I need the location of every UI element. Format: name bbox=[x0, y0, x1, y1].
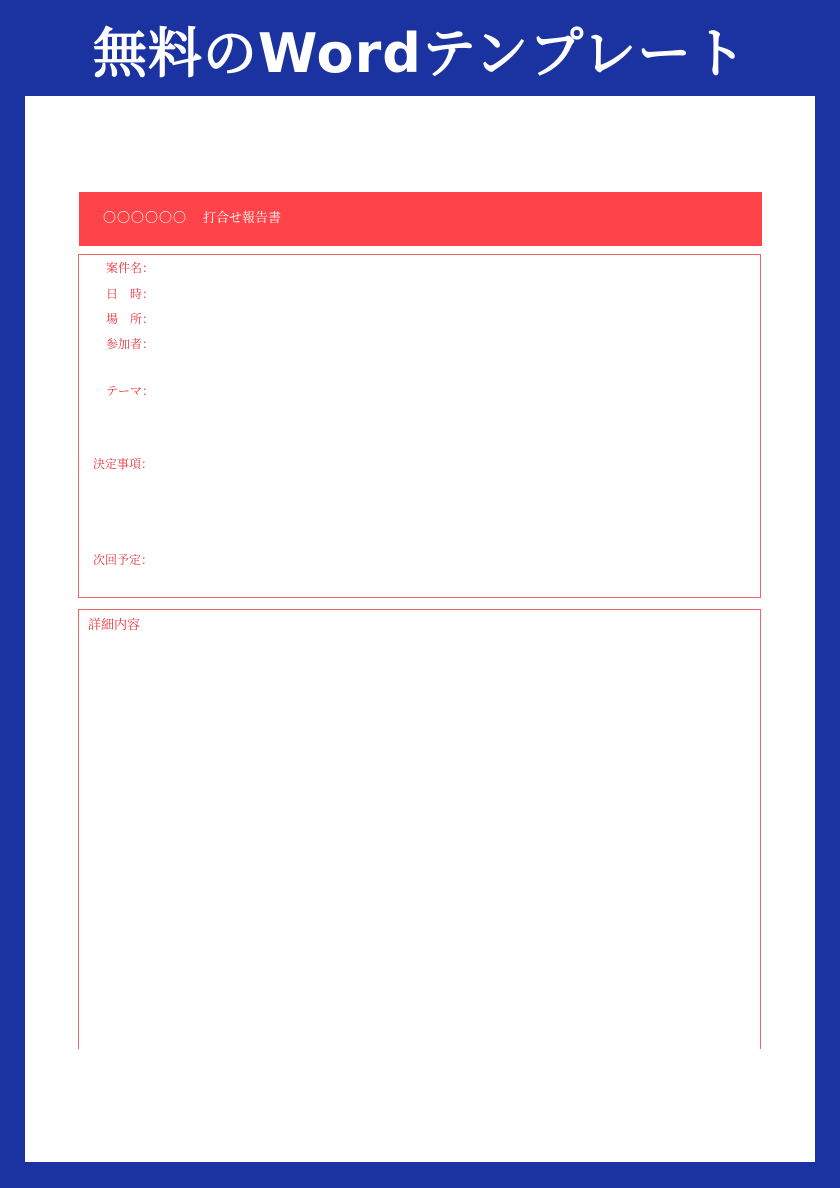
header-placeholder-circles: 〇〇〇〇〇〇 bbox=[103, 211, 188, 226]
meeting-info-box bbox=[78, 254, 761, 598]
field-decisions: 決定事項： bbox=[93, 457, 154, 471]
report-header-bar bbox=[79, 192, 762, 246]
field-project-name: 案件名： bbox=[106, 261, 155, 275]
details-box bbox=[78, 609, 761, 1049]
banner-title: 無料のWordテンプレート bbox=[92, 22, 748, 85]
document-page bbox=[25, 96, 815, 1162]
field-theme: テーマ： bbox=[106, 384, 155, 398]
field-next-schedule: 次回予定： bbox=[93, 553, 154, 567]
field-date: 日 時： bbox=[106, 287, 155, 301]
field-participants: 参加者： bbox=[106, 337, 155, 351]
report-title: 打合せ報告書 bbox=[203, 211, 282, 226]
details-label: 詳細内容 bbox=[88, 618, 141, 633]
field-place: 場 所： bbox=[106, 312, 155, 326]
